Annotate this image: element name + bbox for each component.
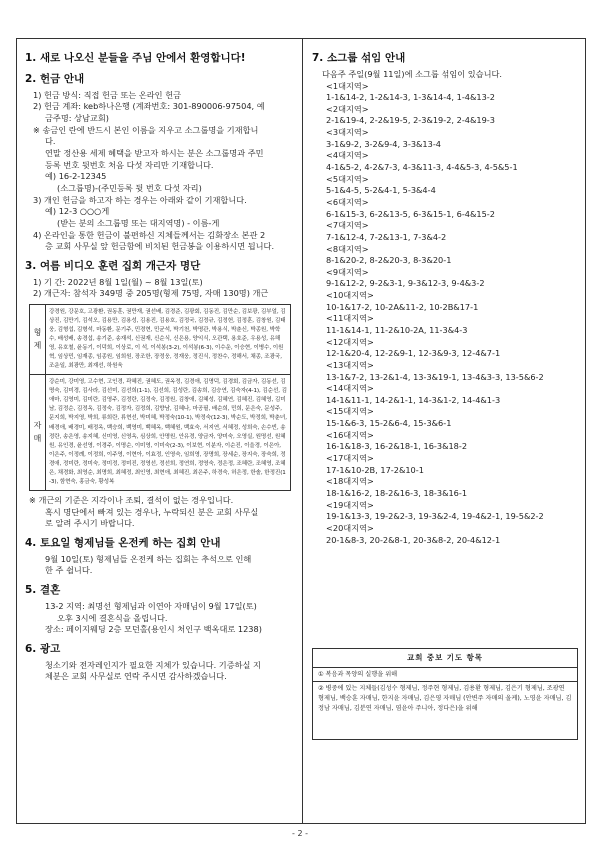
- region-pairs: 1-1&14-2, 1-2&14-3, 1-3&14-4, 1-4&13-2: [326, 92, 495, 103]
- section-5-title: 5. 결혼: [25, 583, 61, 596]
- wedding-announcement: 13-2 지역: 최명선 형제님과 이연아 자매님이 9월 17일(토): [45, 600, 257, 611]
- region-label: <13대지역>: [326, 359, 374, 370]
- personal-offering: 3) 개인 헌금을 하고자 하는 경우는 아래와 같이 기재합니다.: [33, 194, 247, 205]
- region-label: <4대지역>: [326, 150, 369, 161]
- offering-note: ※ 송금인 란에 반드시 본인 이름을 지우고 소그룹명을 기재합니: [33, 124, 259, 135]
- region-label: <2대지역>: [326, 103, 369, 114]
- region-pairs: 18-1&16-2, 18-2&16-3, 18-3&16-1: [326, 487, 468, 498]
- offering-box-note-cont: 층 교회 사무실 앞 헌금함에 비치된 헌금봉을 이용하시면 됩니다.: [45, 241, 275, 252]
- attendance-criteria: ※ 개근의 기준은 지각이나 조퇴, 결석이 없는 경우입니다.: [29, 494, 234, 505]
- region-pairs: 14-1&11-1, 14-2&1-1, 14-3&1-2, 14-4&1-3: [326, 394, 501, 405]
- region-label: <3대지역>: [326, 127, 369, 138]
- region-pairs: 12-1&20-4, 12-2&9-1, 12-3&9-3, 12-4&7-1: [326, 348, 501, 359]
- prayer-box: [312, 648, 578, 740]
- section-3-title: 3. 여름 비디오 훈련 집회 개근자 명단: [25, 259, 201, 272]
- region-label: <1대지역>: [326, 80, 369, 91]
- region-pairs: 17-1&10-2B, 17-2&10-1: [326, 464, 424, 475]
- tax-example: 예) 16-2-12345: [45, 171, 107, 182]
- region-label: <16대지역>: [326, 429, 374, 440]
- column-divider: [302, 39, 303, 823]
- region-label: <7대지역>: [326, 220, 369, 231]
- region-label: <5대지역>: [326, 173, 369, 184]
- region-label: <9대지역>: [326, 266, 369, 277]
- mixing-intro: 다음주 주일(9월 11일)에 소그룹 섞임이 있습니다.: [322, 68, 502, 79]
- prayer-title: 교회 중보 기도 항목: [313, 649, 577, 668]
- prayer-item-2: ② 병중에 있는 지체들(김성수 형제님, 정주현 형제님, 김용환 형제님, 김은기 형제님, 조광연 형제님, 백승훈 자매님, 한지윤 자매님, 김은영 자매님 (안변주 자매의 올케), 노영윤 자매님, 김정남 자매님, 김분연 자매님, 염윤아 주니아, 정다은)을 위해: [313, 681, 577, 716]
- region-pairs: 11-1&14-1, 11-2&10-2A, 11-3&4-3: [326, 325, 468, 335]
- sisters-row: [30, 375, 291, 491]
- section-1-title: 1. 새로 나오신 분들을 주님 안에서 환영합니다!: [25, 52, 246, 64]
- wedding-venue: 장소: 페이지웨딩 2층 모던홀(용인시 처인구 백옥대로 1238): [45, 624, 262, 635]
- region-label: <15대지역>: [326, 406, 374, 417]
- offering-account: 2) 헌금 계좌: keb하나은행 (계좌번호: 301-890006-97504, 예: [33, 101, 265, 112]
- region-pairs: 5-1&4-5, 5-2&4-1, 5-3&4-4: [326, 185, 436, 196]
- region-label: <6대지역>: [326, 196, 369, 207]
- right-column: [312, 47, 580, 546]
- region-pairs: 20-1&8-3, 20-2&8-1, 20-3&8-2, 20-4&12-1: [326, 534, 501, 545]
- region-pairs: 13-1&7-2, 13-2&1-4, 13-3&19-1, 13-4&3-3, 13-5&6-2: [326, 371, 544, 382]
- saturday-meeting-cont: 한 주 쉽니다.: [45, 565, 93, 576]
- region-pairs: 19-1&13-3, 19-2&2-3, 19-3&2-4, 19-4&2-1, 19-5&2-2: [326, 511, 544, 522]
- brothers-row: [30, 304, 291, 374]
- region-pairs: 8-1&20-2, 8-2&20-3, 8-3&20-1: [326, 255, 452, 266]
- section-4-title: 4. 토요일 형제님들 온전케 하는 집회 안내: [25, 536, 221, 549]
- region-pairs: 6-1&15-3, 6-2&13-5, 6-3&15-1, 6-4&15-2: [326, 208, 495, 219]
- ad-text-cont: 체분은 교회 사무실로 연락 주시면 감사하겠습니다.: [45, 671, 227, 682]
- section-2-title: 2. 헌금 안내: [25, 72, 85, 85]
- region-label: <11대지역>: [326, 313, 374, 324]
- offering-method: 1) 헌금 방식: 직접 헌금 또는 온라인 헌금: [33, 89, 182, 100]
- training-attendance: 2) 개근자: 참석자 349명 중 205명(형제 75명, 자매 130명) 개근: [33, 288, 269, 299]
- section-6-title: 6. 광고: [25, 642, 61, 655]
- wedding-time: 오후 3시에 결혼식을 올립니다.: [57, 612, 168, 623]
- region-label: <18대지역>: [326, 476, 374, 487]
- attendance-omission: 혹시 명단에서 빠져 있는 경우나, 누락되신 분은 교회 사무실: [45, 506, 259, 517]
- region-pairs: 15-1&6-3, 15-2&6-4, 15-3&6-1: [326, 418, 452, 429]
- region-label: <8대지역>: [326, 243, 369, 254]
- region-pairs: 2-1&19-4, 2-2&19-5, 2-3&19-2, 2-4&19-3: [326, 115, 495, 126]
- brothers-names: 강경원, 강문호, 고광환, 권동훈, 권만재, 권선배, 김경준, 김광회, 김동진, 김만순, 김보광, 김부얼, 김상진, 김만기, 김석오, 김용만, 김용성, 김용진, 김용호, 김정국, 김정규, 김정헌, 김정훈, 김창원, 김태웅, 김형섭, 김형석, 마동환, 문기주, 민경현, 민균석, 박기천, 박명관, 박용식, 박춘신, 박종원, 박학수, 배성배, 송경섭, 송기준, 송재석, 신권재, 신순식, 신은용, 양익식, 오관택, 용호준, 우용성, 유해영, 유호철, 윤동기, 이덕희, 이상로, 이 석, 이석봉(3-2), 이석봉(6-3), 이수운, 이승현, 이병수, 이원혁, 임상민, 임재종, 임종원, 임희원, 장조한, 장정웅, 정재웅, 정진식, 정찬수, 정해서, 채종, 조광국, 조운일, 최광만, 최재선, 하원욱: [46, 304, 291, 374]
- section-7-title: 7. 소그룹 섞임 안내: [312, 52, 406, 64]
- tax-note: 연말 정산용 세제 혜택을 받고자 하시는 분은 소그룹명과 주민: [45, 148, 264, 159]
- page-number: - 2 -: [292, 829, 308, 838]
- personal-example: 예) 12-3 ○○○게: [45, 206, 110, 217]
- region-pairs: 16-1&18-3, 16-2&18-1, 16-3&18-2: [326, 441, 468, 452]
- training-period: 1) 기 간: 2022년 8월 1일(월) ~ 8월 13일(토): [33, 276, 203, 287]
- brothers-label: 형 제: [30, 304, 46, 374]
- region-pairs: 10-1&17-2, 10-2A&11-2, 10-2B&17-1: [326, 301, 479, 312]
- region-label: <17대지역>: [326, 453, 374, 464]
- region-pairs: 3-1&9-2, 3-2&9-4, 3-3&13-4: [326, 138, 442, 149]
- region-pairs: 9-1&12-2, 9-2&3-1, 9-3&12-3, 9-4&3-2: [326, 278, 485, 289]
- region-label: <12대지역>: [326, 336, 374, 347]
- tax-example-format: (소그룹명)-(주민등록 뒷 번호 다섯 자리): [57, 182, 202, 193]
- region-label: <14대지역>: [326, 383, 374, 394]
- saturday-meeting: 9월 10일(토) 형제님들 온전케 하는 집회는 추석으로 인해: [45, 553, 252, 564]
- region-pairs: 7-1&12-4, 7-2&13-1, 7-3&4-2: [326, 231, 447, 242]
- sisters-names: 강순미, 강미영, 고수현, 고인경, 곽혜진, 권혜도, 권옥정, 김경애, 김명덕, 김경회, 김금자, 김동선, 김명숙, 김미경, 김사라, 김선미, 김선희(1-1), 김선희, 김성란, 김송희, 김승연, 김숙자(4-1), 김순선, 김애마, 김영미, 김미란, 김영주, 김정란, 김정숙, 김정원, 김창애, 김혜성, 김혜연, 김혜진, 김혜영, 김미남, 김정순, 김정옥, 김정숙, 김정자, 김정희, 김향남, 김혜나, 마공필, 배순희, 민희, 문은숙, 문성주, 문지희, 박지영, 박희, 류희란, 류현선, 박미혜, 박정숙(10-1), 박정숙(12-3), 박순도, 박정희, 박춘녀, 배경애, 배경미, 배정옥, 백승희, 백영미, 백혜옥, 백혜원, 백효숙, 서지연, 서혜정, 성희숙, 손수빈, 송정란, 송은영, 송지혜, 신미영, 신영옥, 심상희, 안명원, 안유경, 양금자, 양미숙, 오영실, 원명선, 원혜원, 유인경, 윤선영, 이경주, 이명순, 이미영, 이미숙(2-3), 이보현, 이분자, 이순진, 이을경, 이은아, 이은주, 이정례, 이정희, 이주영, 이현아, 이효정, 인영숙, 임희영, 장명희, 장세순, 장지숙, 장숙희, 정경애, 정미란, 정미숙, 정미정, 정미진, 정영선, 정선희, 정연희, 정영숙, 정은정, 조혜란, 조혜영, 조혜은, 채경화, 최영순, 최명희, 최혜정, 최인영, 최현애, 최혜진, 최은주, 하경숙, 허은정, 한솔, 한정진(1-3), 함현숙, 홍금숙, 황성복: [46, 375, 291, 491]
- left-column: [25, 47, 295, 683]
- region-label: <20대지역>: [326, 522, 374, 533]
- offering-note-cont: 다.: [45, 136, 56, 147]
- region-label: <10대지역>: [326, 290, 374, 301]
- offering-box-note: 4) 온라인을 통한 헌금이 불편하신 지체들께서는 김화장소 본관 2: [33, 229, 266, 240]
- sisters-label: 자 매: [30, 375, 46, 491]
- personal-example-format: (받는 분의 소그룹명 또는 대지역명) - 이름-게: [57, 217, 220, 228]
- region-label: <19대지역>: [326, 499, 374, 510]
- bulletin-page: [16, 38, 586, 824]
- attendance-roster: [29, 304, 291, 491]
- attendance-omission-cont: 로 알려 주시기 바랍니다.: [45, 518, 135, 529]
- offering-account-holder: 금주명: 상남교회): [45, 113, 109, 124]
- region-pairs: 4-1&5-2, 4-2&7-3, 4-3&11-3, 4-4&5-3, 4-5&5-1: [326, 162, 518, 173]
- ad-text: 청소기와 전자레인지가 필요한 지체가 있습니다. 기증하실 지: [45, 659, 261, 670]
- prayer-item-1: ① 복음과 목양의 실행을 위해: [318, 670, 398, 678]
- tax-note-cont: 등록 번호 뒷번호 처음 다섯 자리만 기재합니다.: [45, 159, 214, 170]
- mixing-groups: [312, 81, 580, 547]
